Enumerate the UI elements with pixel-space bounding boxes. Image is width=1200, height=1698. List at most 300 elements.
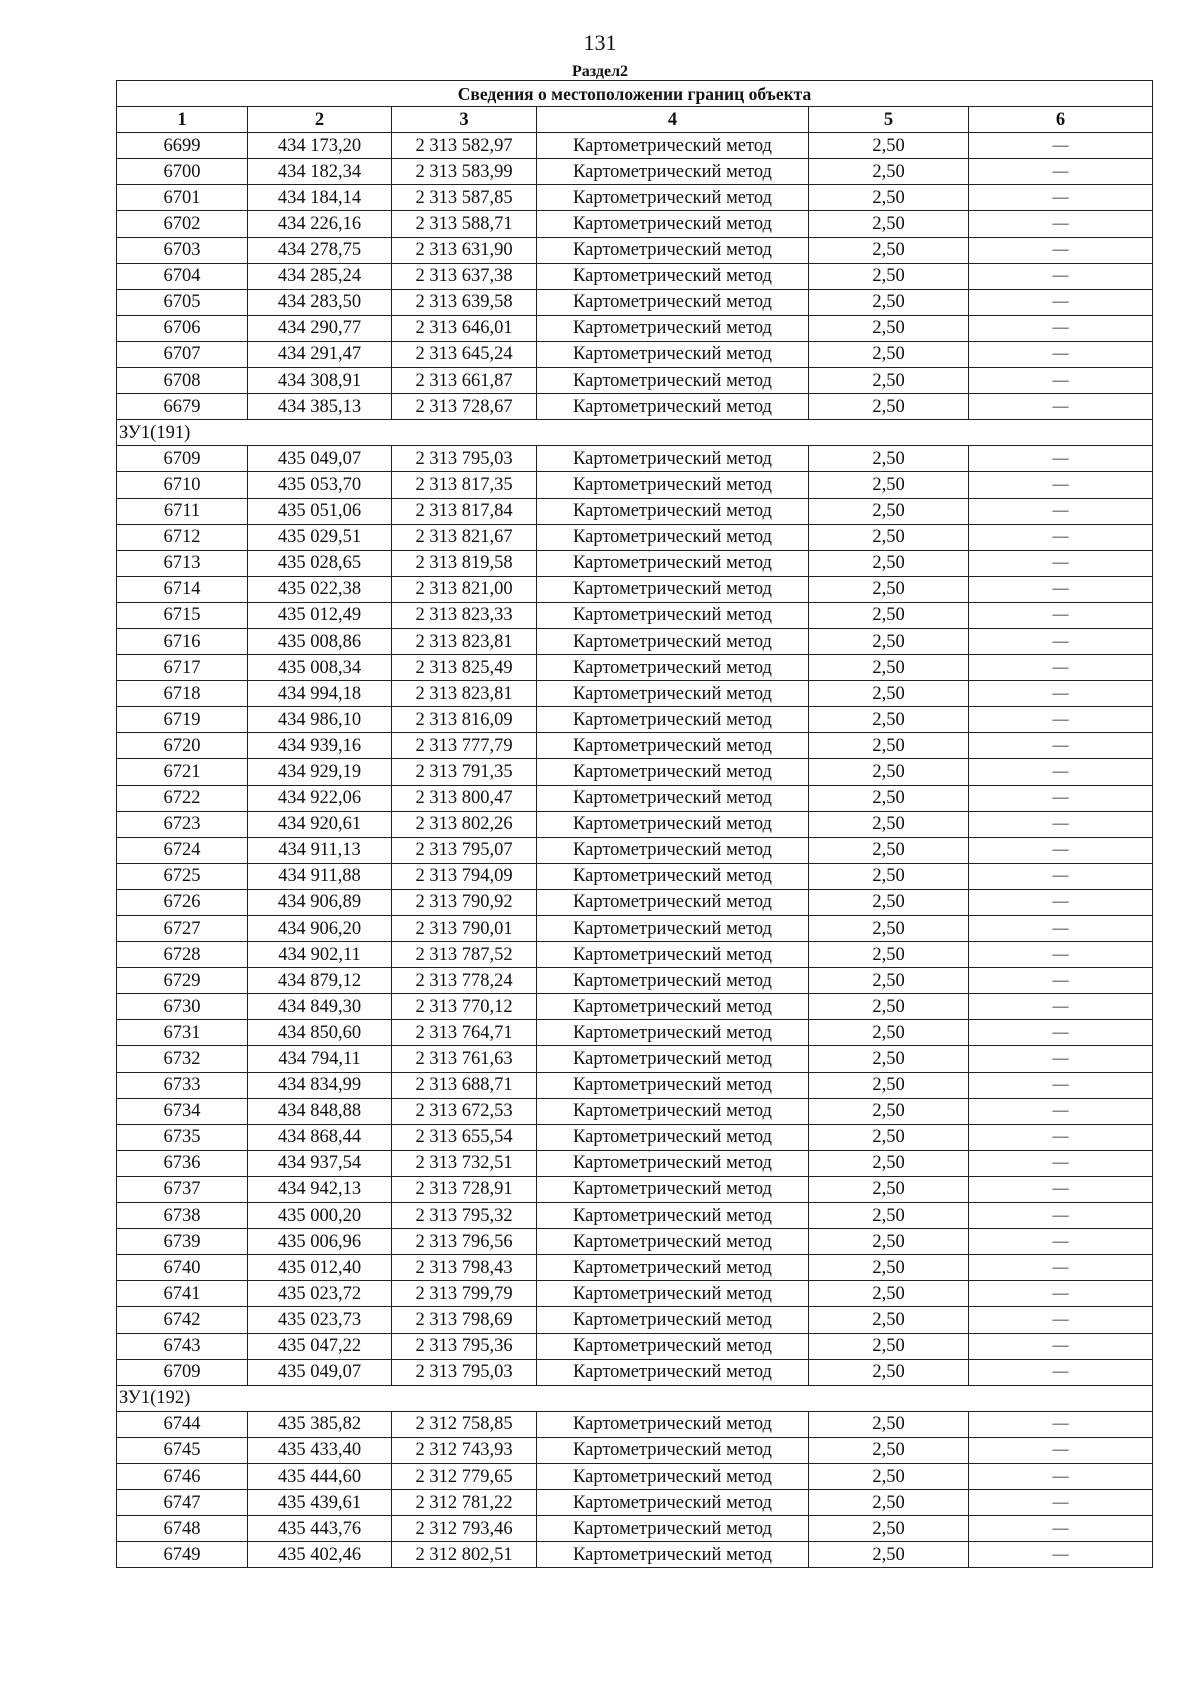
accuracy-cell: 2,50 [809, 1229, 969, 1255]
table-row [117, 1307, 1153, 1333]
point-number-cell: 6699 [117, 133, 248, 159]
y-coordinate-cell: 2 313 645,24 [392, 341, 537, 367]
method-cell: Картометрический метод [537, 1020, 809, 1046]
y-coordinate-cell: 2 313 825,49 [392, 655, 537, 681]
table-row [117, 942, 1153, 968]
point-number-cell: 6747 [117, 1490, 248, 1516]
accuracy-cell: 2,50 [809, 1124, 969, 1150]
accuracy-cell: 2,50 [809, 289, 969, 315]
y-coordinate-cell: 2 313 795,36 [392, 1333, 537, 1359]
method-cell: Картометрический метод [537, 550, 809, 576]
description-cell: — [969, 1411, 1153, 1437]
x-coordinate-cell: 435 439,61 [248, 1490, 392, 1516]
y-coordinate-cell: 2 313 778,24 [392, 968, 537, 994]
y-coordinate-cell: 2 313 823,33 [392, 602, 537, 628]
x-coordinate-cell: 435 023,72 [248, 1281, 392, 1307]
x-coordinate-cell: 434 794,11 [248, 1046, 392, 1072]
point-number-cell: 6727 [117, 916, 248, 942]
table-row [117, 341, 1153, 367]
method-cell: Картометрический метод [537, 472, 809, 498]
method-cell: Картометрический метод [537, 237, 809, 263]
description-cell: — [969, 1229, 1153, 1255]
column-header: 2 [248, 107, 392, 133]
table-row [117, 628, 1153, 654]
table-row [117, 133, 1153, 159]
description-cell: — [969, 1463, 1153, 1489]
accuracy-cell: 2,50 [809, 159, 969, 185]
table-row [117, 1150, 1153, 1176]
table-row [117, 211, 1153, 237]
description-cell: — [969, 1072, 1153, 1098]
y-coordinate-cell: 2 313 646,01 [392, 315, 537, 341]
y-coordinate-cell: 2 312 781,22 [392, 1490, 537, 1516]
table-row [117, 1255, 1153, 1281]
y-coordinate-cell: 2 313 798,69 [392, 1307, 537, 1333]
point-number-cell: 6702 [117, 211, 248, 237]
table-row [117, 1176, 1153, 1202]
y-coordinate-cell: 2 312 743,93 [392, 1437, 537, 1463]
table-row [117, 1281, 1153, 1307]
accuracy-cell: 2,50 [809, 1098, 969, 1124]
y-coordinate-cell: 2 313 798,43 [392, 1255, 537, 1281]
x-coordinate-cell: 435 402,46 [248, 1542, 392, 1568]
description-cell: — [969, 498, 1153, 524]
y-coordinate-cell: 2 313 631,90 [392, 237, 537, 263]
description-cell: — [969, 1046, 1153, 1072]
accuracy-cell: 2,50 [809, 811, 969, 837]
accuracy-cell: 2,50 [809, 602, 969, 628]
group-header-row [117, 420, 1153, 446]
description-cell: — [969, 681, 1153, 707]
point-number-cell: 6705 [117, 289, 248, 315]
table-row [117, 681, 1153, 707]
x-coordinate-cell: 435 008,86 [248, 628, 392, 654]
description-cell: — [969, 1359, 1153, 1385]
description-cell: — [969, 368, 1153, 394]
y-coordinate-cell: 2 312 802,51 [392, 1542, 537, 1568]
column-header: 4 [537, 107, 809, 133]
point-number-cell: 6707 [117, 341, 248, 367]
accuracy-cell: 2,50 [809, 446, 969, 472]
point-number-cell: 6739 [117, 1229, 248, 1255]
point-number-cell: 6701 [117, 185, 248, 211]
x-coordinate-cell: 434 173,20 [248, 133, 392, 159]
y-coordinate-cell: 2 313 582,97 [392, 133, 537, 159]
accuracy-cell: 2,50 [809, 1150, 969, 1176]
description-cell: — [969, 159, 1153, 185]
group-label: ЗУ1(191) [117, 420, 1153, 446]
description-cell: — [969, 707, 1153, 733]
table-row [117, 1098, 1153, 1124]
method-cell: Картометрический метод [537, 1124, 809, 1150]
x-coordinate-cell: 434 868,44 [248, 1124, 392, 1150]
point-number-cell: 6704 [117, 263, 248, 289]
description-cell: — [969, 1255, 1153, 1281]
table-row [117, 263, 1153, 289]
point-number-cell: 6719 [117, 707, 248, 733]
accuracy-cell: 2,50 [809, 889, 969, 915]
x-coordinate-cell: 435 049,07 [248, 1359, 392, 1385]
method-cell: Картометрический метод [537, 1307, 809, 1333]
x-coordinate-cell: 434 902,11 [248, 942, 392, 968]
y-coordinate-cell: 2 313 587,85 [392, 185, 537, 211]
column-header: 6 [969, 107, 1153, 133]
description-cell: — [969, 472, 1153, 498]
point-number-cell: 6709 [117, 446, 248, 472]
table-row [117, 863, 1153, 889]
table-row [117, 1020, 1153, 1046]
description-cell: — [969, 576, 1153, 602]
accuracy-cell: 2,50 [809, 1255, 969, 1281]
accuracy-cell: 2,50 [809, 1307, 969, 1333]
point-number-cell: 6744 [117, 1411, 248, 1437]
y-coordinate-cell: 2 313 800,47 [392, 785, 537, 811]
point-number-cell: 6745 [117, 1437, 248, 1463]
column-header: 1 [117, 107, 248, 133]
table-caption: Сведения о местоположении границ объекта [117, 81, 1153, 107]
point-number-cell: 6725 [117, 863, 248, 889]
point-number-cell: 6722 [117, 785, 248, 811]
method-cell: Картометрический метод [537, 446, 809, 472]
accuracy-cell: 2,50 [809, 733, 969, 759]
accuracy-cell: 2,50 [809, 1463, 969, 1489]
description-cell: — [969, 655, 1153, 681]
description-cell: — [969, 1542, 1153, 1568]
accuracy-cell: 2,50 [809, 968, 969, 994]
y-coordinate-cell: 2 313 817,84 [392, 498, 537, 524]
method-cell: Картометрический метод [537, 1516, 809, 1542]
point-number-cell: 6712 [117, 524, 248, 550]
accuracy-cell: 2,50 [809, 263, 969, 289]
y-coordinate-cell: 2 313 821,00 [392, 576, 537, 602]
y-coordinate-cell: 2 313 588,71 [392, 211, 537, 237]
table-row [117, 1490, 1153, 1516]
accuracy-cell: 2,50 [809, 315, 969, 341]
accuracy-cell: 2,50 [809, 341, 969, 367]
method-cell: Картометрический метод [537, 341, 809, 367]
x-coordinate-cell: 435 028,65 [248, 550, 392, 576]
method-cell: Картометрический метод [537, 1437, 809, 1463]
x-coordinate-cell: 435 385,82 [248, 1411, 392, 1437]
y-coordinate-cell: 2 313 661,87 [392, 368, 537, 394]
description-cell: — [969, 811, 1153, 837]
x-coordinate-cell: 434 942,13 [248, 1176, 392, 1202]
y-coordinate-cell: 2 313 732,51 [392, 1150, 537, 1176]
table-row [117, 1203, 1153, 1229]
y-coordinate-cell: 2 313 764,71 [392, 1020, 537, 1046]
accuracy-cell: 2,50 [809, 1046, 969, 1072]
table-row [117, 1542, 1153, 1568]
point-number-cell: 6717 [117, 655, 248, 681]
column-header: 5 [809, 107, 969, 133]
description-cell: — [969, 1020, 1153, 1046]
table-row [117, 602, 1153, 628]
point-number-cell: 6709 [117, 1359, 248, 1385]
y-coordinate-cell: 2 313 787,52 [392, 942, 537, 968]
y-coordinate-cell: 2 313 816,09 [392, 707, 537, 733]
description-cell: — [969, 263, 1153, 289]
description-cell: — [969, 1124, 1153, 1150]
y-coordinate-cell: 2 313 770,12 [392, 994, 537, 1020]
y-coordinate-cell: 2 313 802,26 [392, 811, 537, 837]
x-coordinate-cell: 434 929,19 [248, 759, 392, 785]
point-number-cell: 6706 [117, 315, 248, 341]
point-number-cell: 6743 [117, 1333, 248, 1359]
description-cell: — [969, 1176, 1153, 1202]
point-number-cell: 6710 [117, 472, 248, 498]
method-cell: Картометрический метод [537, 576, 809, 602]
x-coordinate-cell: 434 285,24 [248, 263, 392, 289]
y-coordinate-cell: 2 313 688,71 [392, 1072, 537, 1098]
x-coordinate-cell: 434 850,60 [248, 1020, 392, 1046]
method-cell: Картометрический метод [537, 655, 809, 681]
table-row [117, 315, 1153, 341]
description-cell: — [969, 863, 1153, 889]
point-number-cell: 6733 [117, 1072, 248, 1098]
table-row [117, 811, 1153, 837]
description-cell: — [969, 315, 1153, 341]
y-coordinate-cell: 2 313 821,67 [392, 524, 537, 550]
accuracy-cell: 2,50 [809, 472, 969, 498]
method-cell: Картометрический метод [537, 1490, 809, 1516]
method-cell: Картометрический метод [537, 1463, 809, 1489]
description-cell: — [969, 759, 1153, 785]
y-coordinate-cell: 2 313 823,81 [392, 681, 537, 707]
point-number-cell: 6741 [117, 1281, 248, 1307]
x-coordinate-cell: 435 022,38 [248, 576, 392, 602]
x-coordinate-cell: 434 911,88 [248, 863, 392, 889]
x-coordinate-cell: 435 029,51 [248, 524, 392, 550]
table-row [117, 185, 1153, 211]
description-cell: — [969, 1437, 1153, 1463]
x-coordinate-cell: 434 879,12 [248, 968, 392, 994]
table-row [117, 1463, 1153, 1489]
description-cell: — [969, 968, 1153, 994]
description-cell: — [969, 185, 1153, 211]
method-cell: Картометрический метод [537, 159, 809, 185]
table-row [117, 237, 1153, 263]
point-number-cell: 6738 [117, 1203, 248, 1229]
table-row [117, 916, 1153, 942]
table-row [117, 446, 1153, 472]
x-coordinate-cell: 434 849,30 [248, 994, 392, 1020]
point-number-cell: 6723 [117, 811, 248, 837]
point-number-cell: 6749 [117, 1542, 248, 1568]
y-coordinate-cell: 2 313 795,32 [392, 1203, 537, 1229]
column-header-row [117, 107, 1153, 133]
table-row [117, 159, 1153, 185]
method-cell: Картометрический метод [537, 1150, 809, 1176]
table-row [117, 968, 1153, 994]
accuracy-cell: 2,50 [809, 681, 969, 707]
accuracy-cell: 2,50 [809, 1411, 969, 1437]
accuracy-cell: 2,50 [809, 863, 969, 889]
column-header: 3 [392, 107, 537, 133]
coordinates-table [116, 80, 1153, 1568]
table-row [117, 498, 1153, 524]
table-row [117, 1411, 1153, 1437]
x-coordinate-cell: 434 986,10 [248, 707, 392, 733]
x-coordinate-cell: 435 006,96 [248, 1229, 392, 1255]
x-coordinate-cell: 435 443,76 [248, 1516, 392, 1542]
method-cell: Картометрический метод [537, 315, 809, 341]
x-coordinate-cell: 434 937,54 [248, 1150, 392, 1176]
table-row [117, 1333, 1153, 1359]
x-coordinate-cell: 434 182,34 [248, 159, 392, 185]
x-coordinate-cell: 434 922,06 [248, 785, 392, 811]
method-cell: Картометрический метод [537, 211, 809, 237]
method-cell: Картометрический метод [537, 811, 809, 837]
description-cell: — [969, 289, 1153, 315]
x-coordinate-cell: 435 023,73 [248, 1307, 392, 1333]
table-row [117, 707, 1153, 733]
point-number-cell: 6720 [117, 733, 248, 759]
x-coordinate-cell: 435 053,70 [248, 472, 392, 498]
description-cell: — [969, 1307, 1153, 1333]
point-number-cell: 6736 [117, 1150, 248, 1176]
x-coordinate-cell: 435 051,06 [248, 498, 392, 524]
point-number-cell: 6748 [117, 1516, 248, 1542]
table-row [117, 289, 1153, 315]
y-coordinate-cell: 2 312 758,85 [392, 1411, 537, 1437]
point-number-cell: 6737 [117, 1176, 248, 1202]
method-cell: Картометрический метод [537, 1333, 809, 1359]
x-coordinate-cell: 435 049,07 [248, 446, 392, 472]
accuracy-cell: 2,50 [809, 1281, 969, 1307]
description-cell: — [969, 785, 1153, 811]
accuracy-cell: 2,50 [809, 1020, 969, 1046]
description-cell: — [969, 733, 1153, 759]
x-coordinate-cell: 434 906,89 [248, 889, 392, 915]
accuracy-cell: 2,50 [809, 368, 969, 394]
y-coordinate-cell: 2 313 823,81 [392, 628, 537, 654]
x-coordinate-cell: 435 047,22 [248, 1333, 392, 1359]
table-row [117, 1516, 1153, 1542]
point-number-cell: 6729 [117, 968, 248, 994]
point-number-cell: 6721 [117, 759, 248, 785]
accuracy-cell: 2,50 [809, 628, 969, 654]
description-cell: — [969, 628, 1153, 654]
point-number-cell: 6716 [117, 628, 248, 654]
point-number-cell: 6732 [117, 1046, 248, 1072]
y-coordinate-cell: 2 313 794,09 [392, 863, 537, 889]
description-cell: — [969, 446, 1153, 472]
table-row [117, 889, 1153, 915]
table-row [117, 733, 1153, 759]
point-number-cell: 6734 [117, 1098, 248, 1124]
y-coordinate-cell: 2 313 796,56 [392, 1229, 537, 1255]
accuracy-cell: 2,50 [809, 185, 969, 211]
method-cell: Картометрический метод [537, 628, 809, 654]
description-cell: — [969, 211, 1153, 237]
accuracy-cell: 2,50 [809, 707, 969, 733]
method-cell: Картометрический метод [537, 994, 809, 1020]
method-cell: Картометрический метод [537, 968, 809, 994]
y-coordinate-cell: 2 313 790,01 [392, 916, 537, 942]
point-number-cell: 6714 [117, 576, 248, 602]
y-coordinate-cell: 2 313 817,35 [392, 472, 537, 498]
accuracy-cell: 2,50 [809, 1072, 969, 1098]
x-coordinate-cell: 434 290,77 [248, 315, 392, 341]
method-cell: Картометрический метод [537, 863, 809, 889]
description-cell: — [969, 133, 1153, 159]
y-coordinate-cell: 2 313 790,92 [392, 889, 537, 915]
method-cell: Картометрический метод [537, 707, 809, 733]
accuracy-cell: 2,50 [809, 655, 969, 681]
x-coordinate-cell: 434 184,14 [248, 185, 392, 211]
method-cell: Картометрический метод [537, 1098, 809, 1124]
method-cell: Картометрический метод [537, 1359, 809, 1385]
table-row [117, 368, 1153, 394]
method-cell: Картометрический метод [537, 263, 809, 289]
table-row [117, 394, 1153, 420]
method-cell: Картометрический метод [537, 368, 809, 394]
accuracy-cell: 2,50 [809, 211, 969, 237]
x-coordinate-cell: 434 291,47 [248, 341, 392, 367]
method-cell: Картометрический метод [537, 733, 809, 759]
description-cell: — [969, 1516, 1153, 1542]
y-coordinate-cell: 2 313 799,79 [392, 1281, 537, 1307]
y-coordinate-cell: 2 313 672,53 [392, 1098, 537, 1124]
x-coordinate-cell: 435 000,20 [248, 1203, 392, 1229]
description-cell: — [969, 394, 1153, 420]
point-number-cell: 6708 [117, 368, 248, 394]
table-row [117, 785, 1153, 811]
table-row [117, 524, 1153, 550]
x-coordinate-cell: 434 848,88 [248, 1098, 392, 1124]
table-row [117, 1359, 1153, 1385]
description-cell: — [969, 1490, 1153, 1516]
group-label: ЗУ1(192) [117, 1385, 1153, 1411]
description-cell: — [969, 550, 1153, 576]
y-coordinate-cell: 2 313 761,63 [392, 1046, 537, 1072]
description-cell: — [969, 889, 1153, 915]
x-coordinate-cell: 434 920,61 [248, 811, 392, 837]
description-cell: — [969, 1333, 1153, 1359]
table-row [117, 655, 1153, 681]
x-coordinate-cell: 434 834,99 [248, 1072, 392, 1098]
x-coordinate-cell: 434 283,50 [248, 289, 392, 315]
x-coordinate-cell: 435 444,60 [248, 1463, 392, 1489]
method-cell: Картометрический метод [537, 185, 809, 211]
point-number-cell: 6742 [117, 1307, 248, 1333]
y-coordinate-cell: 2 313 728,91 [392, 1176, 537, 1202]
method-cell: Картометрический метод [537, 524, 809, 550]
y-coordinate-cell: 2 313 795,03 [392, 1359, 537, 1385]
method-cell: Картометрический метод [537, 394, 809, 420]
method-cell: Картометрический метод [537, 837, 809, 863]
method-cell: Картометрический метод [537, 1046, 809, 1072]
method-cell: Картометрический метод [537, 759, 809, 785]
description-cell: — [969, 237, 1153, 263]
method-cell: Картометрический метод [537, 1255, 809, 1281]
x-coordinate-cell: 434 939,16 [248, 733, 392, 759]
description-cell: — [969, 1098, 1153, 1124]
description-cell: — [969, 1203, 1153, 1229]
accuracy-cell: 2,50 [809, 1516, 969, 1542]
y-coordinate-cell: 2 313 655,54 [392, 1124, 537, 1150]
accuracy-cell: 2,50 [809, 942, 969, 968]
accuracy-cell: 2,50 [809, 1176, 969, 1202]
point-number-cell: 6724 [117, 837, 248, 863]
point-number-cell: 6730 [117, 994, 248, 1020]
description-cell: — [969, 1281, 1153, 1307]
y-coordinate-cell: 2 313 637,38 [392, 263, 537, 289]
method-cell: Картометрический метод [537, 1542, 809, 1568]
table-row [117, 1046, 1153, 1072]
method-cell: Картометрический метод [537, 889, 809, 915]
accuracy-cell: 2,50 [809, 576, 969, 602]
